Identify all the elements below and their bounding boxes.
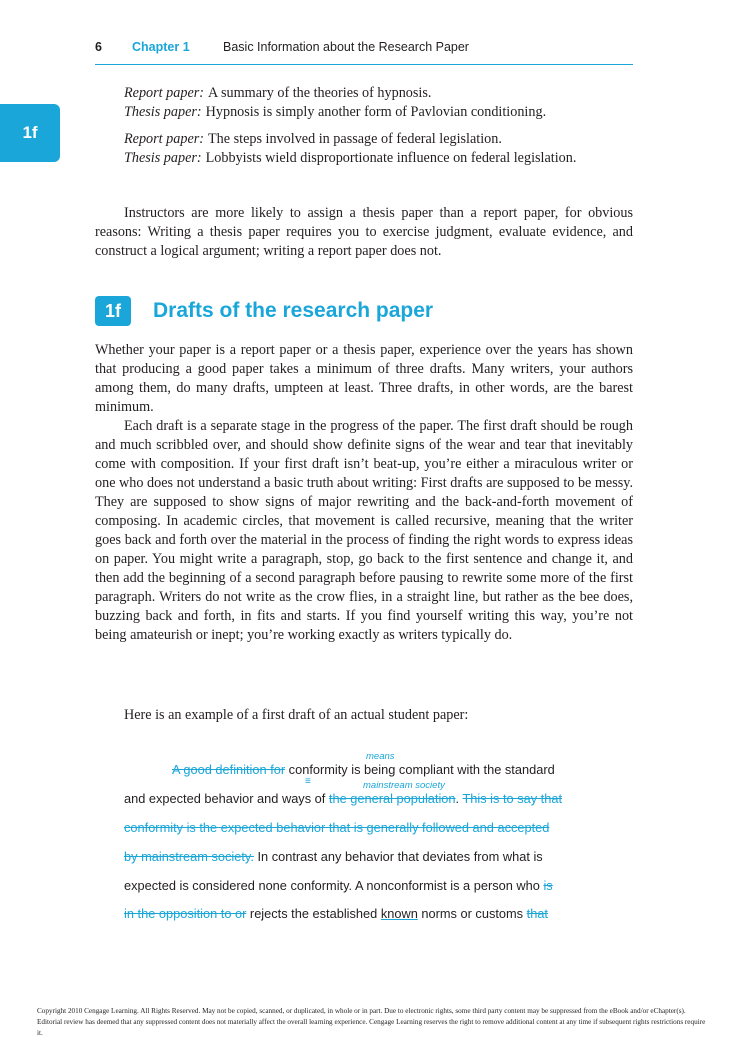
example-item [124, 84, 633, 103]
intro-paragraph: Instructors are more likely to assign a thesis paper than a report paper, for obvious reasons: Writing a thesis paper requires you to exercise judgment, evaluate evidence, and construct a logical argument; writing a report paper does not. [95, 205, 633, 259]
draft-text: In contrast any behavior that deviates from what is [253, 849, 543, 864]
page-number: 6 [95, 40, 102, 54]
struck-text: A good definition for [172, 762, 286, 777]
body-paragraph: Here is an example of a first draft of an actual student paper: [124, 707, 469, 723]
underlined-text: known [380, 906, 418, 921]
draft-text: and expected behavior and ways of [124, 791, 329, 806]
example-text: A summary of the theories of hypnosis. [208, 85, 432, 101]
draft-line [124, 878, 553, 893]
draft-text: norms or customs [417, 906, 527, 921]
struck-text: that [526, 906, 548, 921]
section-heading [95, 296, 433, 326]
section-side-tab: 1f [0, 104, 60, 162]
struck-text: is [543, 878, 553, 893]
section-number-badge: 1f [95, 296, 131, 326]
chapter-label: Chapter 1 [132, 40, 190, 54]
struck-text: This is to say that [462, 791, 563, 806]
example-label: Report paper: [124, 131, 204, 147]
example-item [124, 103, 633, 122]
draft-line [124, 820, 549, 835]
draft-text: conformity is being compliant with the standard [285, 762, 555, 777]
inserted-word-mainstream: mainstream society [363, 780, 445, 791]
struck-text: the general population [328, 791, 456, 806]
copyright-notice: Copyright 2010 Cengage Learning. All Rights Reserved. May not be copied, scanned, or duplicated, in whole or in part. Due to electronic rights, some third party content may be suppressed from the eBook and/or eChapter(s). Editorial review has deemed that any suppressed content does not materially affect the overall learning experience. Cengage Learning reserves the right to remove additional content at any time if subsequent rights restrictions require it. [37, 1007, 706, 1037]
example-text: Hypnosis is simply another form of Pavlovian conditioning. [205, 104, 547, 120]
example-list [124, 84, 633, 168]
struck-text: by mainstream society. [124, 849, 254, 864]
example-label: Thesis paper: [124, 150, 202, 166]
inserted-word-means: means [366, 751, 395, 762]
running-head [95, 38, 633, 65]
example-label: Thesis paper: [124, 104, 202, 120]
draft-line [124, 791, 562, 806]
draft-line [172, 762, 555, 777]
struck-text: in the opposition to or [124, 906, 247, 921]
struck-text: conformity is the expected behavior that is generally followed and accepted [124, 820, 550, 835]
draft-line [124, 906, 548, 921]
draft-text: rejects the established [246, 906, 381, 921]
running-head-title: Basic Information about the Research Paper [223, 40, 469, 54]
draft-text: . [455, 791, 463, 806]
edit-mark: ≡ [305, 776, 311, 787]
section-title: Drafts of the research paper [153, 299, 434, 322]
example-label: Report paper: [124, 85, 204, 101]
example-item [124, 130, 633, 149]
body-paragraph: Whether your paper is a report paper or a thesis paper, experience over the years has shown that producing a good paper takes a minimum of three drafts. Many writers, your authors among them, do many drafts, umpteen at least. Three drafts, in other words, are the barest minimum. [95, 342, 633, 415]
example-item [124, 149, 633, 168]
draft-line [124, 849, 543, 864]
example-text: The steps involved in passage of federal legislation. [208, 131, 502, 147]
example-text: Lobbyists wield disproportionate influence on federal legislation. [205, 150, 577, 166]
body-paragraph: Each draft is a separate stage in the progress of the paper. The first draft should be rough and much scribbled over, and should show definite signs of the wear and tear that inevitably come with composition. If your first draft isn’t beat-up, you’re either a miraculous writer or one who does not understand a basic truth about writing: First drafts are supposed to be messy. They are supposed to show signs of major rewriting and the back-and-forth movement of composing. In academic circles, that movement is called recursive, meaning that the writer goes back and forth over the material in the process of finding the right words to express ideas on paper. You might write a paragraph, stop, go back to the first sentence and change it, and then add the beginning of a second paragraph before pausing to rewrite some more of the first paragraph. Writers do not write as the crow flies, in a straight line, but rather as the bee does, buzzing back and forth, in fits and starts. If you find yourself writing this way, you’re not being amateurish or inept; you’re working exactly as writers typically do. [95, 418, 633, 643]
draft-text: expected is considered none conformity. A nonconformist is a person who [124, 878, 544, 893]
